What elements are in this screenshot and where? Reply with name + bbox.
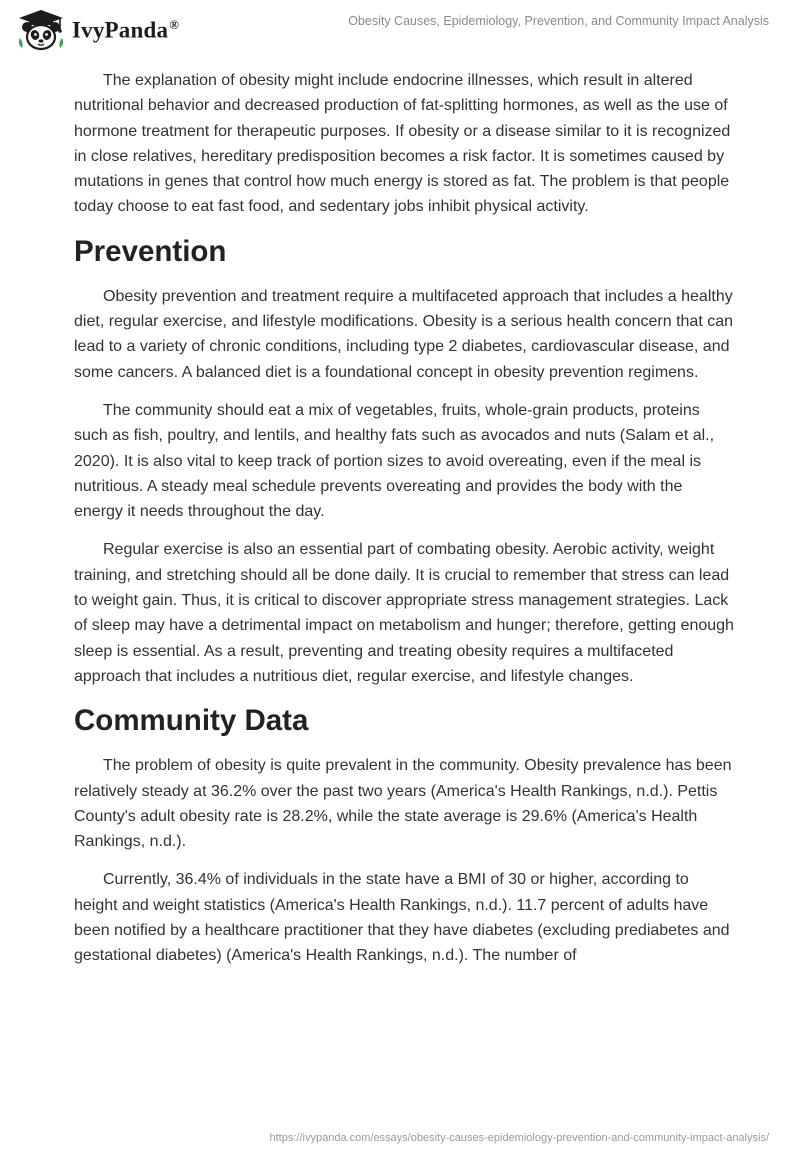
paragraph-intro: The explanation of obesity might include endocrine illnesses, which result in altered nutritional behavior and decreased production of fat-splitting hormones, as well as the use of hormone treatment for therapeutic purposes. If obesity or a disease similar to it is recognized in close relatives, hereditary predisposition becomes a risk factor. It is sometimes caused by mutations in genes that control how much energy is stored as fat. The problem is that people today choose to eat fast food, and sedentary jobs inhibit physical activity. [74, 72, 731, 216]
essay-body [74, 68, 734, 982]
page-header [0, 0, 800, 64]
brand-name: IvyPanda® [72, 16, 180, 43]
panda-graduate-icon [16, 8, 66, 52]
paragraph: The community should eat a mix of vegetables, fruits, whole-grain products, proteins such as fish, poultry, and lentils, and healthy fats such as avocados and nuts (Salam et al., 2020). It is also vital to keep track of portion sizes to avoid overeating, even if the meal is nutritious. A steady meal schedule prevents overeating and provides the body with the energy it needs throughout the day. [74, 401, 715, 521]
document-title: Obesity Causes, Epidemiology, Prevention, and Community Impact Analysis [348, 14, 769, 28]
paragraph: The problem of obesity is quite prevalent in the community. Obesity prevalence has been relatively steady at 36.2% over the past two years (America's Health Rankings, n.d.). Pettis County's adult obesity rate is 28.2%, while the state average is 29.6% (America's Health Rankings, n.d.). [74, 757, 732, 851]
paragraph: Regular exercise is also an essential part of combating obesity. Aerobic activity, weight training, and stretching should all be done daily. It is crucial to remember that stress can lead to weight gain. Thus, it is critical to discover appropriate stress management strategies. Lack of sleep may have a detrimental impact on metabolism and hunger; therefore, getting enough sleep is essential. As a result, preventing and treating obesity requires a multifaceted approach that includes a nutritious diet, regular exercise, and lifestyle changes. [74, 541, 734, 685]
source-url-link[interactable]: https://ivypanda.com/essays/obesity-causes-epidemiology-prevention-and-community-impact-analysis/ [269, 1132, 769, 1144]
paragraph: Currently, 36.4% of individuals in the state have a BMI of 30 or higher, according to height and weight statistics (America's Health Rankings, n.d.). 11.7 percent of adults have been notified by a healthcare practitioner that they have diabetes (excluding prediabetes and gestational diabetes) (America's Health Rankings, n.d.). The number of [74, 871, 730, 965]
paragraph: Obesity prevention and treatment require a multifaceted approach that includes a healthy diet, regular exercise, and lifestyle modifications. Obesity is a serious health concern that can lead to a variety of chronic conditions, including type 2 diabetes, cardiovascular disease, and some cancers. A balanced diet is a foundational concept in obesity prevention regimens. [74, 287, 733, 381]
section-heading-community-data: Community Data [74, 704, 309, 738]
section-heading-prevention: Prevention [74, 234, 227, 268]
brand-logo[interactable] [16, 8, 179, 52]
